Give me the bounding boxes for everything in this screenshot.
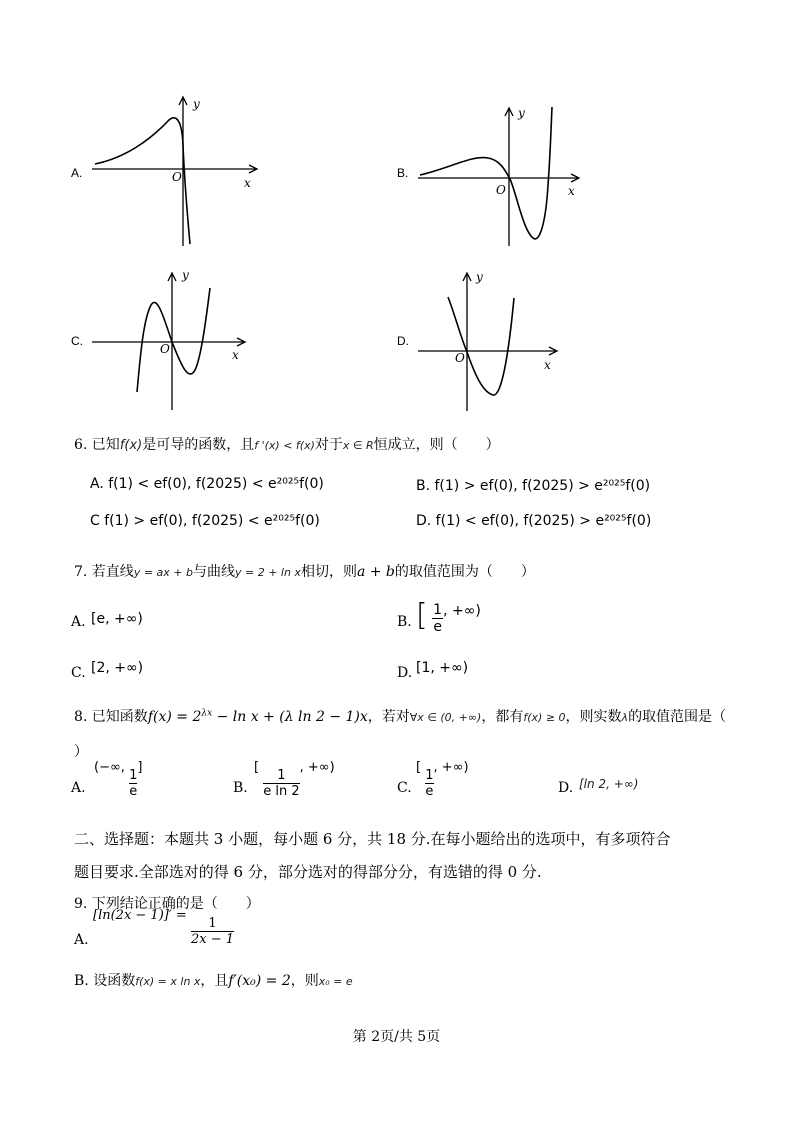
- q7-option-b: [ $\frac{1}{e}$ , +∞): [416, 598, 481, 635]
- question-6-stem: 6. 已知f(x)是可导的函数，且f '(x) < f(x)对于x ∈ R恒成立，则（ ）: [74, 437, 500, 453]
- q9-option-b: B. 设函数f(x) = x ln x，且f′(x₀) = 2，则x₀ = e: [74, 973, 353, 989]
- option-d-label: D.: [397, 334, 409, 348]
- q7-option-c: [2, +∞): [91, 660, 144, 676]
- q6-option-b: B. f(1) > ef(0), f(2025) > e²⁰²⁵f(0): [416, 478, 651, 494]
- q6-option-a: A. f(1) < ef(0), f(2025) < e²⁰²⁵f(0): [90, 476, 324, 492]
- page-footer: 第 2页/共 5页: [352, 1029, 441, 1045]
- question-9-stem: 9. 下列结论正确的是（ ）: [74, 896, 260, 912]
- option-b-label: B.: [397, 166, 409, 180]
- q7-option-d: [1, +∞): [416, 660, 469, 676]
- q8-option-b: [ $\frac{1}{\text{e ln 2}}$ , +∞): [254, 760, 335, 799]
- question-8-stem: 8. 已知函数$f(x) = 2^{\lambda x} - \ln x + (\lambda$ ln 2 − 1)x，若对∀x ∈ (0, +∞)，都有f(x) ≥ 0，则实数λ的取值范围是（: [74, 708, 727, 725]
- q8-option-d: [ln 2, +∞): [579, 777, 639, 791]
- option-c-label: C.: [71, 334, 83, 348]
- q7-option-a: [e, +∞): [91, 611, 143, 627]
- q6-option-d: D. f(1) < ef(0), f(2025) > e²⁰²⁵f(0): [416, 513, 652, 529]
- q6-option-c: C f(1) > ef(0), f(2025) < e²⁰²⁵f(0): [90, 513, 320, 529]
- q8-option-a: (−∞, $\frac{1}{e}$ ]: [94, 760, 143, 799]
- q8-option-c: [ $\frac{1}{e}$ , +∞): [416, 760, 469, 799]
- section-2-heading: 二、选择题：本题共 3 小题，每小题 6 分，共 18 分.在每小题给出的选项中，有多项符合: [74, 830, 671, 848]
- q9-option-a: [ln(2x − 1)]′ = $\frac{1}{2x - 1}$: [93, 908, 234, 947]
- question-7-stem: 7. 若直线y = ax + b与曲线y = 2 + ln x相切，则a + b的取值范围为（ ）: [74, 564, 535, 580]
- graph-d: [0, 0, 793, 420]
- section-2-instructions: 题目要求.全部选对的得 6 分，部分选对的得部分分，有选错的得 0 分.: [74, 863, 542, 881]
- option-a-label: A.: [71, 166, 83, 180]
